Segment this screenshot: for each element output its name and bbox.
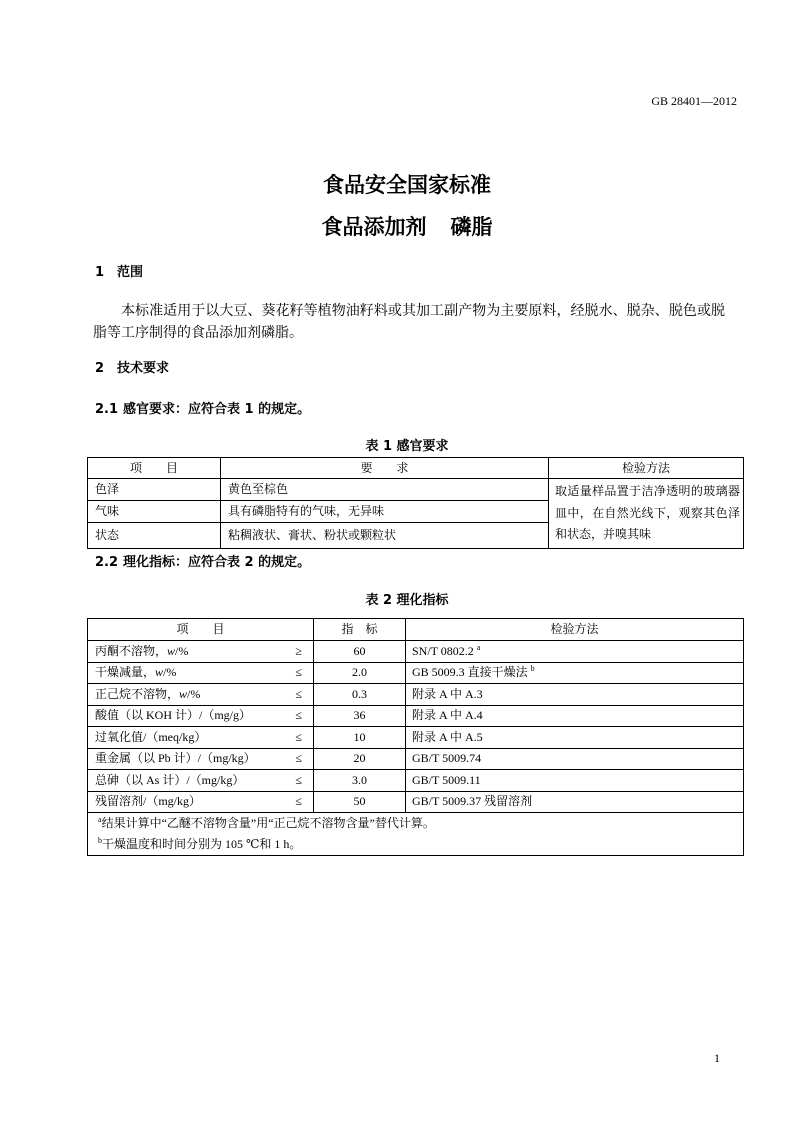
section-title: 范围: [117, 265, 144, 280]
section-number: 1: [95, 265, 105, 280]
item-name: 重金属（以 Pb 计）/（mg/kg）: [95, 751, 256, 766]
item-variable: w: [167, 643, 176, 658]
indicator-value: 60: [314, 641, 406, 663]
section-2-1-heading: [95, 402, 310, 418]
operator-symbol: ≤: [295, 751, 302, 766]
operator-symbol: ≤: [295, 686, 302, 701]
operator-symbol: ≤: [295, 729, 302, 744]
item-unit: /%: [163, 665, 177, 680]
item-name: 总砷（以 As 计）/（mg/kg）: [95, 772, 245, 787]
item-name: 正己烷不溶物，: [95, 686, 180, 701]
section-2-2-heading: [95, 555, 310, 571]
column-header-item: 项 目: [88, 458, 221, 479]
method-cell: [406, 684, 744, 706]
item-cell: [88, 791, 314, 813]
requirement-cell: 黄色至棕色: [221, 479, 549, 501]
operator-symbol: ≥: [295, 643, 302, 658]
table-row: [88, 684, 744, 706]
table-row: [88, 727, 744, 749]
operator-symbol: ≤: [295, 794, 302, 809]
table-2-caption: 表 2 理化指标: [365, 593, 449, 608]
table-row: [88, 791, 744, 813]
indicator-value: 36: [314, 705, 406, 727]
table-header-row: [88, 458, 744, 479]
item-name: 残留溶剂/（mg/kg）: [95, 794, 202, 809]
item-label: [95, 687, 200, 702]
item-label: [95, 644, 188, 659]
footnote-ref: b: [530, 664, 535, 674]
table-row: [88, 705, 744, 727]
method-text: 附录 A 中 A.3: [412, 686, 483, 701]
method-cell: [406, 770, 744, 792]
table-1-caption: 表 1 感官要求: [365, 439, 449, 454]
method-cell: [406, 727, 744, 749]
item-cell-content: [95, 644, 302, 659]
test-method-cell: 取适量样品置于洁净透明的玻璃器皿中，在自然光线下，观察其色泽和状态，并嗅其味: [549, 479, 744, 549]
method-cell: [406, 662, 744, 684]
item-cell-content: [95, 730, 302, 745]
indicator-value: 20: [314, 748, 406, 770]
footnote-mark: a: [98, 815, 102, 824]
indicator-value: 10: [314, 727, 406, 749]
item-cell: [88, 641, 314, 663]
method-text: SN/T 0802.2: [412, 643, 474, 658]
indicator-value: 50: [314, 791, 406, 813]
item-cell-content: [95, 773, 302, 788]
item-cell: 气味: [88, 501, 221, 523]
footnote-mark: b: [98, 836, 102, 845]
column-header-method: 检验方法: [406, 619, 744, 641]
column-header-method: 检验方法: [549, 458, 744, 479]
item-cell-content: [95, 687, 302, 702]
footnote: [98, 813, 743, 834]
item-cell: [88, 662, 314, 684]
item-cell: 色泽: [88, 479, 221, 501]
section-title: 技术要求: [117, 361, 170, 376]
table-row: [88, 748, 744, 770]
item-cell: [88, 684, 314, 706]
item-cell: [88, 770, 314, 792]
section-2-heading: [95, 361, 169, 377]
subtitle-category: 食品添加剂: [321, 215, 427, 239]
item-cell-content: [95, 751, 302, 766]
item-variable: w: [179, 686, 188, 701]
item-label: [95, 665, 176, 680]
item-cell: [88, 705, 314, 727]
operator-symbol: ≤: [295, 772, 302, 787]
section-number: 2.1: [95, 402, 119, 417]
footnote-row: [88, 813, 744, 856]
item-cell-content: [95, 708, 302, 723]
section-1-heading: [95, 265, 143, 281]
standard-code: GB 28401—2012: [651, 94, 737, 108]
column-header-requirement: 要 求: [221, 458, 549, 479]
column-header-indicator: 指 标: [314, 619, 406, 641]
indicator-value: 2.0: [314, 662, 406, 684]
item-variable: w: [155, 665, 164, 680]
method-text: GB/T 5009.11: [412, 772, 481, 787]
physicochemical-indicators-table: [87, 618, 744, 856]
section-number: 2.2: [95, 555, 119, 570]
table-row: [88, 662, 744, 684]
item-unit: /%: [187, 686, 201, 701]
section-title: 理化指标：应符合表 2 的规定。: [123, 555, 311, 570]
indicator-value: 3.0: [314, 770, 406, 792]
method-cell: [406, 641, 744, 663]
method-text: 附录 A 中 A.4: [412, 708, 483, 723]
footnotes-cell: [88, 813, 744, 856]
footnote: [98, 834, 743, 855]
footnote-ref: a: [476, 642, 481, 652]
item-cell: [88, 727, 314, 749]
method-cell: [406, 748, 744, 770]
operator-symbol: ≤: [295, 665, 302, 680]
document-title: 食品安全国家标准: [323, 173, 491, 197]
method-text: 附录 A 中 A.5: [412, 729, 483, 744]
table-row: [88, 641, 744, 663]
document-subtitle: [22, 215, 792, 239]
item-name: 干燥减量，: [95, 665, 156, 680]
item-name: 酸值（以 KOH 计）/（mg/g）: [95, 708, 252, 723]
footnote-text: 干燥温度和时间分别为 105 ℃和 1 h。: [102, 837, 302, 851]
section-number: 2: [95, 361, 105, 376]
table-header-row: [88, 619, 744, 641]
footnote-text: 结果计算中“乙醚不溶物含量”用“正己烷不溶物含量”替代计算。: [101, 816, 435, 830]
item-cell: 状态: [88, 523, 221, 549]
page-number: 1: [714, 1051, 720, 1065]
item-unit: /%: [175, 643, 189, 658]
table-row: [88, 479, 744, 501]
item-cell: [88, 748, 314, 770]
operator-symbol: ≤: [295, 708, 302, 723]
method-text: GB/T 5009.37 残留溶剂: [412, 794, 533, 809]
item-cell-content: [95, 665, 302, 680]
scope-paragraph: 本标准适用于以大豆、葵花籽等植物油籽料或其加工副产物为主要原料，经脱水、脱杂、脱色或脱脂等工序制得的食品添加剂磷脂。: [93, 304, 725, 341]
item-name: 丙酮不溶物，: [95, 643, 168, 658]
item-name: 过氧化值/（meq/kg）: [95, 729, 207, 744]
item-cell-content: [95, 794, 302, 809]
table-row: [88, 770, 744, 792]
method-cell: [406, 705, 744, 727]
method-text: GB 5009.3 直接干燥法: [412, 665, 528, 680]
method-text: GB/T 5009.74: [412, 751, 482, 766]
method-cell: [406, 791, 744, 813]
sensory-requirements-table: [87, 457, 744, 549]
indicator-value: 0.3: [314, 684, 406, 706]
section-title: 感官要求：应符合表 1 的规定。: [123, 402, 311, 417]
subtitle-name: 磷脂: [450, 215, 493, 239]
column-header-item: 项 目: [88, 619, 314, 641]
requirement-cell: 粘稠液状、膏状、粉状或颗粒状: [221, 523, 549, 549]
requirement-cell: 具有磷脂特有的气味，无异味: [221, 501, 549, 523]
